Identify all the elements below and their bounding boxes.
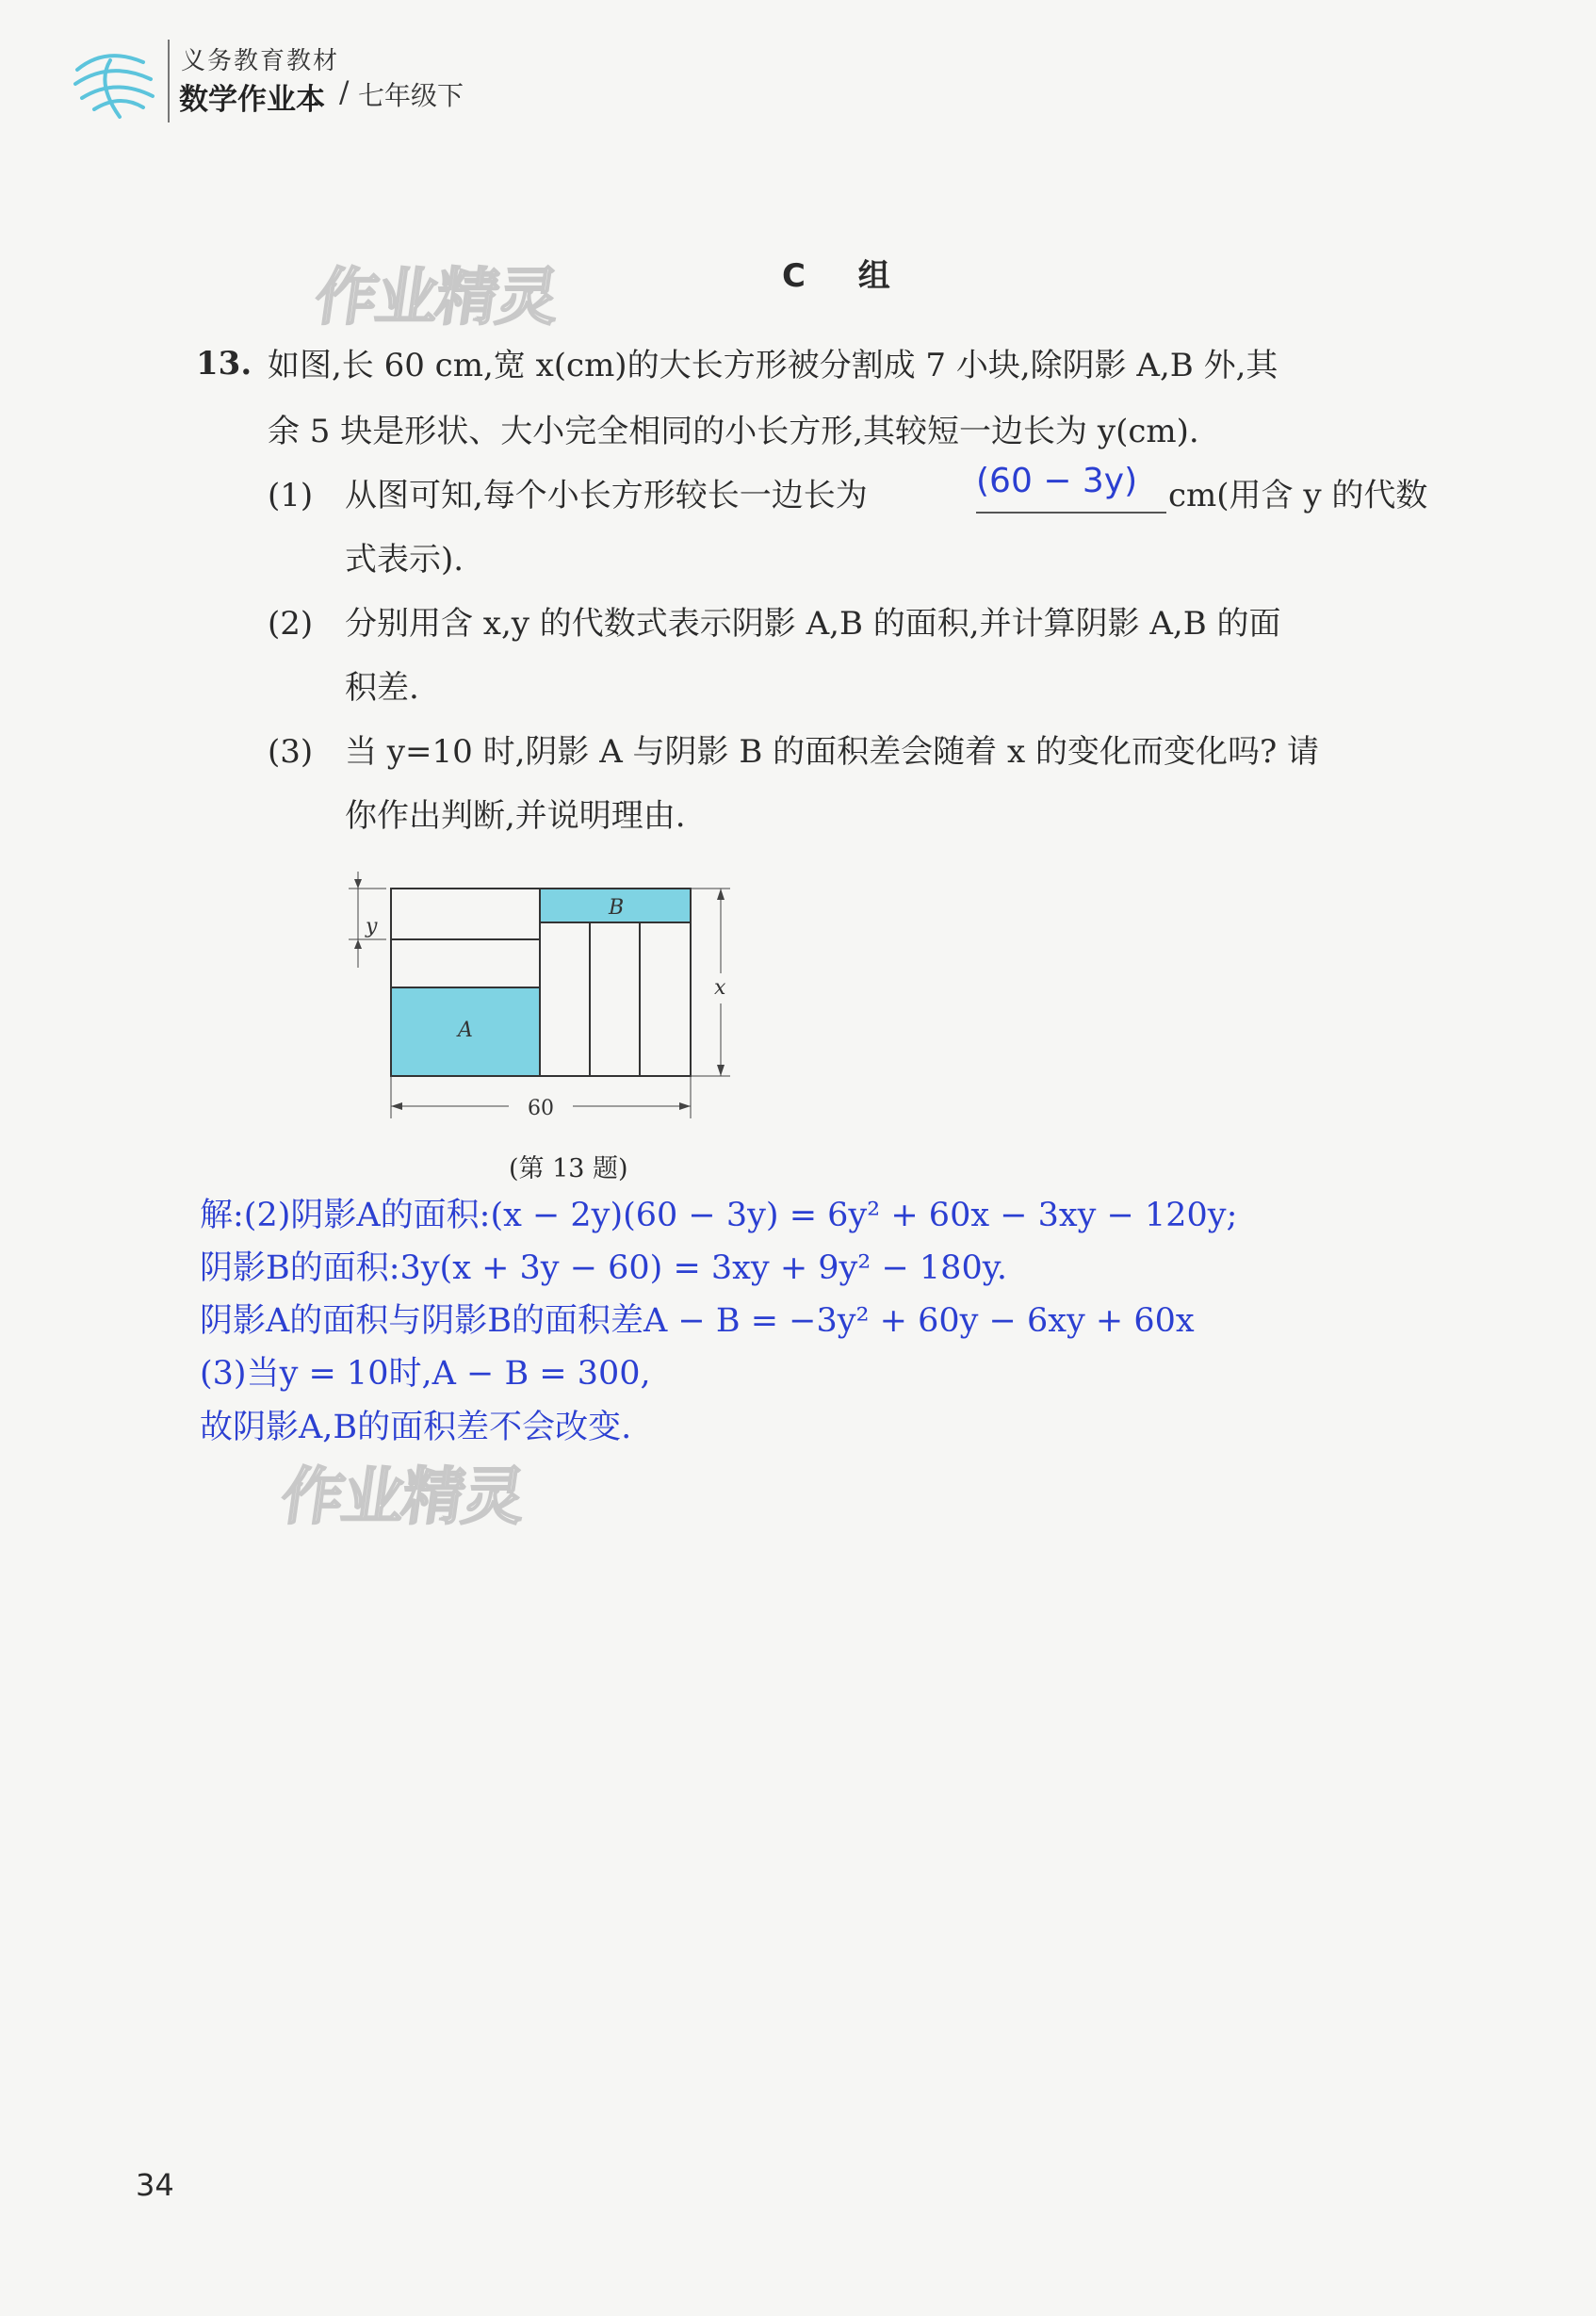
solution-line-5: 故阴影A,B的面积差不会改变. (200, 1409, 632, 1446)
grade-label: 七年级下 (358, 80, 464, 111)
title-slash: / (339, 75, 350, 109)
series-title: 义务教育教材 (181, 47, 340, 75)
part-2-label: (2) (268, 605, 314, 643)
watermark-top: 作业精灵 (310, 261, 562, 334)
label-a: A (458, 1019, 473, 1042)
label-x: x (714, 976, 726, 1000)
section-title: C 组 (782, 257, 911, 295)
part-3-label: (3) (268, 733, 314, 771)
question-text-line-2: 余 5 块是形状、大小完全相同的小长方形,其较短一边长为 y(cm). (268, 413, 1199, 450)
label-b: B (609, 896, 625, 920)
part-1-handwritten-answer: (60 − 3y) (976, 462, 1138, 500)
book-title: 数学作业本 (179, 83, 325, 117)
part-1-label: (1) (268, 477, 314, 514)
question-text-line-1: 如图,长 60 cm,宽 x(cm)的大长方形被分割成 7 小块,除阴影 A,B 外,其 (268, 347, 1278, 384)
publisher-logo-icon (68, 41, 162, 126)
question-number: 13. (196, 345, 252, 383)
part-1-text: 从图可知,每个小长方形较长一边长为 (345, 477, 868, 514)
solution-line-2: 阴影B的面积:3y(x + 3y − 60) = 3xy + 9y² − 180y. (200, 1249, 1007, 1287)
label-y: y (366, 915, 378, 938)
header-divider (168, 40, 170, 122)
answer-blank-underline (976, 512, 1166, 514)
label-60: 60 (528, 1097, 554, 1120)
solution-line-4: (3)当y = 10时,A − B = 300, (200, 1355, 651, 1393)
page-number: 34 (136, 2167, 174, 2203)
part-1-continuation: 式表示). (345, 541, 464, 579)
solution-line-3: 阴影A的面积与阴影B的面积差A − B = −3y² + 60y − 6xy + 60x (200, 1302, 1195, 1340)
part-2-text: 分别用含 x,y 的代数式表示阴影 A,B 的面积,并计算阴影 A,B 的面 (345, 605, 1281, 643)
part-3-text: 当 y=10 时,阴影 A 与阴影 B 的面积差会随着 x 的变化而变化吗? 请 (345, 733, 1319, 771)
solution-line-1: 解:(2)阴影A的面积:(x − 2y)(60 − 3y) = 6y² + 60x − 3xy − 120y; (200, 1197, 1238, 1234)
figure-caption: (第 13 题) (509, 1154, 628, 1183)
part-2-continuation: 积差. (345, 669, 419, 707)
part-3-continuation: 你作出判断,并说明理由. (345, 797, 686, 835)
watermark-bottom: 作业精灵 (276, 1460, 529, 1533)
rectangle-diagram (339, 872, 763, 1135)
part-1-suffix: cm(用含 y 的代数 (1168, 477, 1428, 514)
